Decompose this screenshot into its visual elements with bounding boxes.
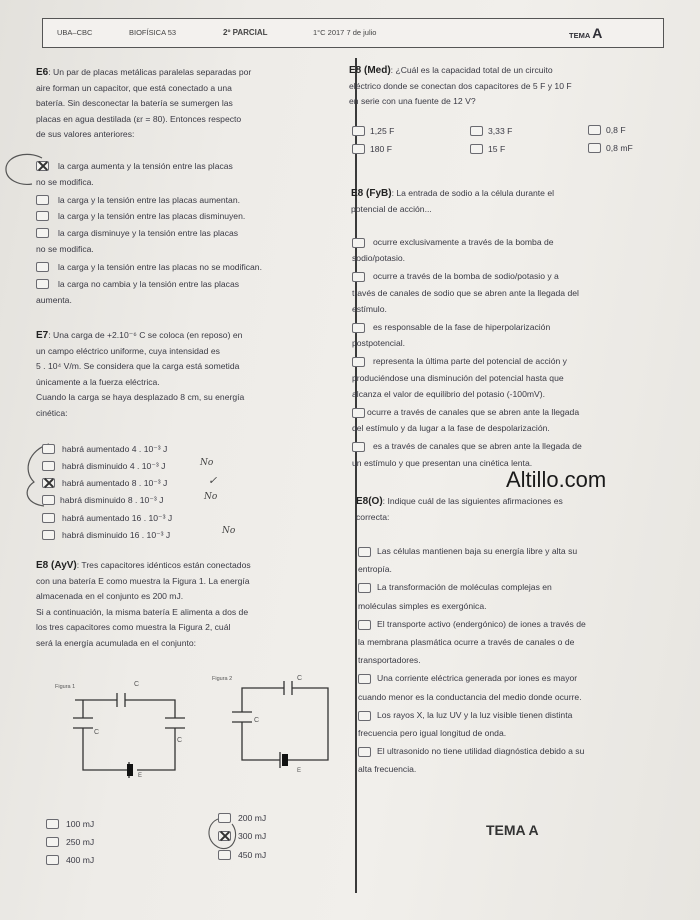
e8-ayv-option-label: 300 mJ — [238, 831, 267, 841]
e8-o-option-3-checkbox[interactable] — [358, 620, 371, 630]
e8-fyb-option-2-checkbox[interactable] — [352, 272, 365, 282]
e8-ayv-option-6-checkbox[interactable] — [218, 850, 231, 860]
e6-text-line: de sus valores anteriores: — [36, 129, 135, 139]
header-tema-label: TEMA — [569, 31, 591, 40]
e8-fyb-option-label: ocurre exclusivamente a través de la bomba de — [373, 237, 554, 247]
handwritten-note: No — [222, 526, 236, 536]
e8-fyb-option-6-checkbox[interactable] — [352, 442, 365, 452]
e6-option-3-checkbox[interactable] — [36, 211, 49, 221]
e7-text-line: cinética: — [36, 407, 68, 418]
e6-text-line: : Un par de placas metálicas paralelas separadas por — [48, 67, 252, 77]
header-subject: BIOFÍSICA 53 — [129, 28, 177, 37]
e8-med-text-line: eléctrico donde se conectan dos capacitores de 5 F y 10 F — [349, 80, 572, 91]
e6-option-1-checkbox[interactable] — [36, 161, 49, 171]
e8-o-option-label: alta frecuencia. — [358, 764, 417, 775]
e7-option-label: habrá disminuido 8 . 10⁻³ J — [60, 495, 164, 505]
e8-med-option-label: 3,33 F — [488, 126, 513, 136]
e8-o-option-4-checkbox[interactable] — [358, 674, 371, 684]
e8-med-option-5-checkbox[interactable] — [470, 144, 483, 154]
e8-fyb-option-5-checkbox[interactable] — [352, 408, 365, 418]
e8-fyb-text-line: : La entrada de sodio a la célula durante el — [391, 188, 555, 198]
e8-ayv-option-5-checkbox[interactable] — [218, 831, 231, 841]
e7-question — [36, 328, 336, 421]
e7-option-label: habrá disminuido 16 . 10⁻³ J — [62, 530, 171, 540]
e6-text-line: aire forman un capacitor, que está conectado a una — [36, 82, 232, 93]
figure-2-label: Figura 2 — [212, 676, 233, 682]
handwritten-checkmark: ✓ — [208, 474, 218, 487]
e6-text-line: batería. Sin desconectar la batería se sumergen las — [36, 98, 233, 108]
footer-tema: TEMA A — [486, 822, 539, 838]
e7-option-2-checkbox[interactable] — [42, 461, 55, 471]
e8-fyb-option-label: ocurre a través de canales que se abren ante la llegada — [367, 407, 580, 418]
e8-o-option-label: moléculas simples es exergónica. — [358, 600, 487, 611]
e8-ayv-option-label: 100 mJ — [66, 819, 95, 829]
exam-header — [42, 18, 664, 48]
figure-1-label: Figura 1 — [55, 684, 76, 690]
header-tema — [569, 25, 602, 41]
e8-fyb-option-label: es responsable de la fase de hiperpolarización — [373, 322, 551, 333]
cap-label: C — [297, 675, 303, 682]
e8-fyb-question — [351, 186, 663, 217]
header-institution: UBA–CBC — [57, 28, 93, 37]
e7-option-label: habrá aumentado 4 . 10⁻³ J — [62, 444, 168, 454]
e8-o-option-label: la membrana plasmática ocurre a través de canales o de — [358, 637, 575, 648]
cap-label: C — [94, 729, 100, 736]
e8-ayv-text-line: será la energía acumulada en el conjunto: — [36, 637, 197, 648]
e8-med-option-label: 15 F — [488, 144, 506, 154]
e8-ayv-option-1-checkbox[interactable] — [46, 819, 59, 829]
e8-med-option-2-checkbox[interactable] — [470, 126, 483, 136]
e8-med-heading: E8 (Med) — [349, 65, 391, 76]
e8-o-text-line: correcta: — [356, 511, 390, 522]
e8-med-option-label: 1,25 F — [370, 126, 395, 136]
e8-ayv-text-line: los tres capacitores como muestra la Figura 2, cuál — [36, 622, 231, 632]
e8-fyb-option-label: es a través de canales que se abren ante la llegada de — [373, 441, 582, 452]
e7-text-line: 5 . 10⁴ V/m. Se considera que la carga está sometida — [36, 361, 240, 371]
e8-ayv-option-label: 250 mJ — [66, 837, 95, 847]
e8-ayv-option-2-checkbox[interactable] — [46, 837, 59, 847]
column-divider — [355, 58, 357, 893]
e8-ayv-option-3-checkbox[interactable] — [46, 855, 59, 865]
e8-ayv-text-line: almacenada en el conjunto es 200 mJ. — [36, 591, 184, 601]
cap-label: C — [177, 737, 183, 744]
e7-text-line: : Una carga de +2.10⁻⁶ C se coloca (en reposo) en — [48, 330, 243, 340]
e7-option-1-checkbox[interactable] — [42, 444, 55, 454]
e7-option-3-checkbox[interactable] — [42, 478, 55, 488]
e8-o-option-label: transportadores. — [358, 655, 421, 666]
e8-ayv-question — [36, 558, 348, 651]
handwritten-note: No — [204, 492, 218, 502]
e7-option-6-checkbox[interactable] — [42, 530, 55, 540]
e8-o-options — [358, 542, 670, 779]
e8-o-option-5-checkbox[interactable] — [358, 711, 371, 721]
e8-ayv-option-4-checkbox[interactable] — [218, 813, 231, 823]
e8-fyb-option-label: del estímulo y da lugar a la fase de despolarización. — [352, 423, 550, 434]
e8-ayv-text-line: : Tres capacitores idénticos están conectados — [76, 560, 251, 570]
e8-o-option-6-checkbox[interactable] — [358, 747, 371, 757]
header-term: 1°C 2017 7 de julio — [313, 28, 377, 37]
e8-med-option-3-checkbox[interactable] — [588, 125, 601, 135]
e8-med-option-label: 0,8 F — [606, 125, 626, 135]
e8-o-heading: E8(O) — [356, 496, 383, 507]
e6-option-label: no se modifica. — [36, 244, 94, 254]
figure-1-circuit — [55, 680, 205, 790]
e8-ayv-text-line: Si a continuación, la misma batería E alimenta a dos de — [36, 606, 249, 617]
e8-o-option-label: La transformación de moléculas complejas en — [377, 582, 552, 593]
e7-option-5-checkbox[interactable] — [42, 513, 55, 523]
e6-option-label: aumenta. — [36, 295, 72, 305]
e8-o-option-label: Una corriente eléctrica generada por iones es mayor — [377, 673, 578, 684]
e8-med-question — [349, 63, 665, 110]
header-tema-letter: A — [592, 25, 603, 41]
e8-med-text-line: : ¿Cuál es la capacidad total de un circuito — [390, 65, 553, 75]
e8-fyb-option-label: través de canales de sodio que se abren ante la llegada del — [352, 287, 579, 298]
e8-o-option-label: El ultrasonido no tiene utilidad diagnóstica debido a su — [377, 746, 585, 757]
e6-option-label: la carga y la tensión entre las placas disminuyen. — [58, 211, 246, 221]
e6-option-6-checkbox[interactable] — [36, 279, 49, 289]
e8-ayv-heading: E8 (AyV) — [36, 560, 77, 571]
e8-med-option-label: 180 F — [370, 144, 392, 154]
cap-label: C — [134, 681, 140, 688]
e8-med-option-6-checkbox[interactable] — [588, 143, 601, 153]
e8-fyb-option-label: un estímulo y que presentan una cinética lenta. — [352, 457, 533, 468]
e8-fyb-option-4-checkbox[interactable] — [352, 357, 365, 367]
e7-text-line: un campo eléctrico uniforme, cuya intensidad es — [36, 345, 220, 356]
e8-ayv-option-label: 450 mJ — [238, 850, 267, 860]
e8-fyb-options — [352, 234, 664, 471]
e8-med-option-4-checkbox[interactable] — [352, 144, 365, 154]
e6-heading: E6 — [36, 67, 49, 78]
e8-med-text-line: en serie con una fuente de 12 V? — [349, 96, 476, 106]
e6-option-4-checkbox[interactable] — [36, 228, 49, 238]
e8-fyb-option-label: estímulo. — [352, 303, 387, 314]
e6-option-label: la carga y la tensión entre las placas aumentan. — [58, 195, 241, 205]
e8-o-option-label: Los rayos X, la luz UV y la luz visible tienen distinta — [377, 709, 573, 720]
e7-option-label: habrá aumentado 8 . 10⁻³ J — [62, 478, 168, 488]
e8-o-option-2-checkbox[interactable] — [358, 583, 371, 593]
e8-fyb-option-label: representa la última parte del potencial de acción y — [373, 356, 567, 367]
e8-med-option-label: 0,8 mF — [606, 143, 633, 153]
e6-option-label: la carga disminuye y la tensión entre las placas — [58, 228, 239, 238]
e6-option-label: la carga no cambia y la tensión entre las placas — [58, 279, 240, 289]
battery-label: E — [297, 768, 302, 774]
e8-o-option-label: El transporte activo (endergónico) de iones a través de — [377, 618, 586, 629]
e8-fyb-option-label: sodio/potasio. — [352, 253, 406, 264]
e6-option-2-checkbox[interactable] — [36, 195, 49, 205]
e8-fyb-option-label: ocurre a través de la bomba de sodio/potasio y a — [373, 271, 559, 282]
e8-fyb-heading: E8 (FyB) — [351, 188, 392, 199]
e7-option-label: habrá disminuido 4 . 10⁻³ J — [62, 461, 166, 471]
battery-label: E — [138, 773, 143, 779]
e7-heading: E7 — [36, 330, 49, 341]
handwritten-note: No — [200, 458, 214, 468]
e8-fyb-option-label: alcanza el valor de equilibrio del potasio (-100mV). — [352, 388, 545, 399]
e8-fyb-text-line: potencial de acción... — [351, 203, 432, 214]
cap-label: C — [254, 717, 260, 724]
e6-option-label: la carga y la tensión entre las placas no se modifican. — [58, 262, 262, 272]
e6-option-label: no se modifica. — [36, 177, 94, 187]
e6-question — [36, 65, 332, 143]
e8-ayv-option-label: 200 mJ — [238, 813, 267, 823]
e8-o-option-label: entropía. — [358, 564, 392, 575]
e7-text-line: únicamente a la fuerza eléctrica. — [36, 376, 160, 387]
e8-ayv-option-label: 400 mJ — [66, 855, 95, 865]
e7-option-4-checkbox[interactable] — [42, 495, 55, 505]
e8-fyb-option-1-checkbox[interactable] — [352, 238, 365, 248]
e8-fyb-option-3-checkbox[interactable] — [352, 323, 365, 333]
e8-o-option-label: frecuencia pero igual longitud de onda. — [358, 728, 507, 739]
e7-text-line: Cuando la carga se haya desplazado 8 cm, su energía — [36, 392, 245, 402]
e8-o-text-line: : Indique cuál de las siguientes afirmaciones es — [382, 496, 563, 506]
e8-o-option-1-checkbox[interactable] — [358, 547, 371, 557]
figure-2-circuit — [222, 672, 342, 782]
e8-o-question — [356, 494, 666, 525]
e8-o-option-label: Las células mantienen baja su energía libre y alta su — [377, 546, 578, 556]
e8-o-option-label: cuando menor es la conductancia del medio donde ocurre. — [358, 691, 582, 702]
e8-ayv-text-line: con una batería E como muestra la Figura 1. La energía — [36, 575, 250, 586]
watermark-text: Altillo.com — [506, 467, 607, 492]
e8-med-option-1-checkbox[interactable] — [352, 126, 365, 136]
e7-option-label: habrá aumentado 16 . 10⁻³ J — [62, 513, 173, 523]
header-exam: 2º PARCIAL — [223, 28, 268, 37]
e6-option-5-checkbox[interactable] — [36, 262, 49, 272]
e8-fyb-option-label: produciéndose una disminución del potencial hasta que — [352, 372, 564, 383]
e6-option-label: la carga aumenta y la tensión entre las placas — [58, 161, 233, 171]
e8-fyb-option-label: postpotencial. — [352, 338, 406, 349]
e6-text-line: placas en agua destilada (εr = 80). Entonces respecto — [36, 113, 242, 124]
